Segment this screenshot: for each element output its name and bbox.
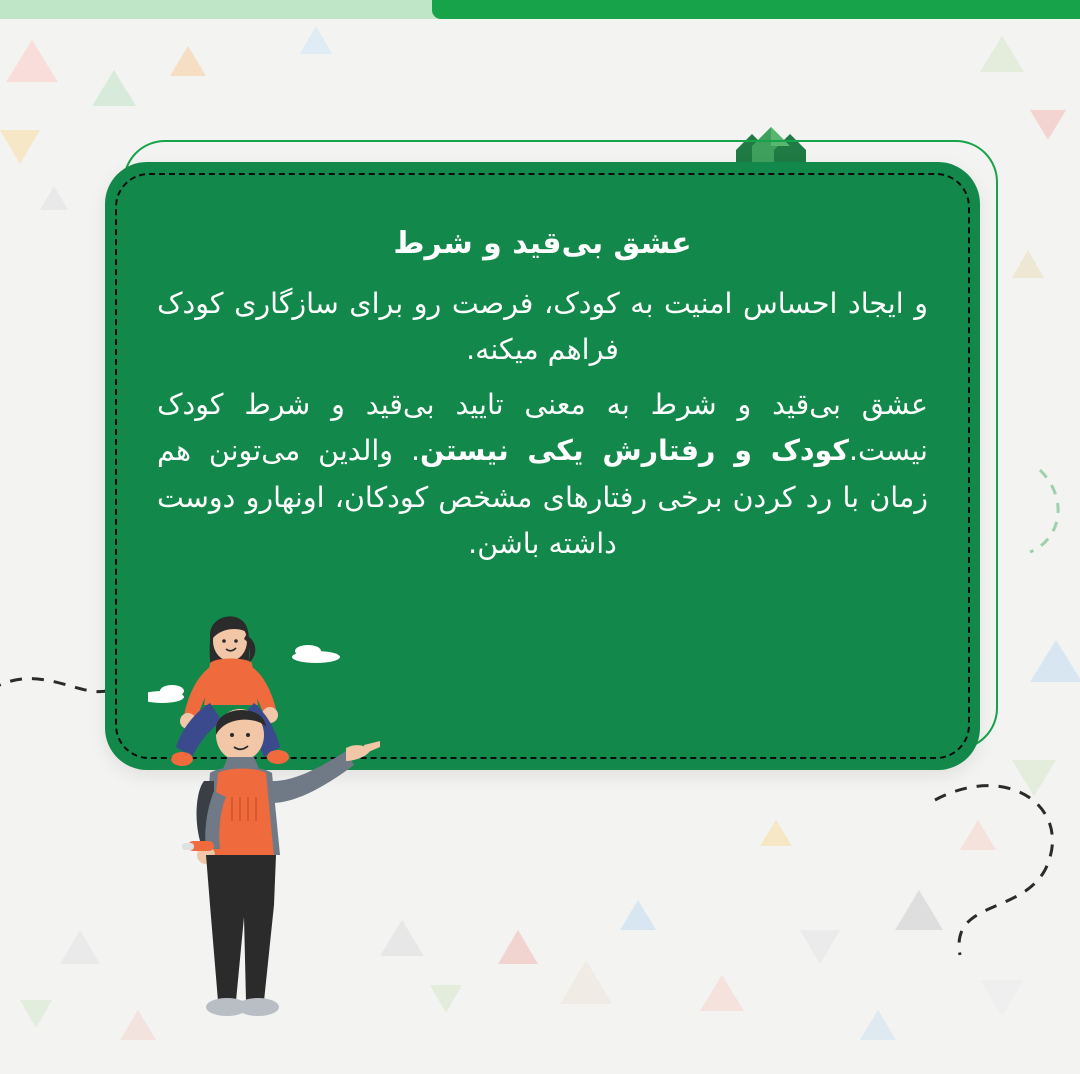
- paragraph-two-emphasis: کودک و رفتارش یکی نیستن: [420, 434, 849, 468]
- progress-bar: [0, 0, 1080, 19]
- page-title: عشق بی‌قید و شرط: [393, 226, 692, 261]
- progress-bar-fill: [432, 0, 1080, 19]
- father-and-daughter-illustration: [148, 605, 408, 1055]
- paragraph-two-part-two: . والدین می‌تونن هم زمان با رد کردن برخی رفتارهای مشخص کودکان، اونهارو دوست داشته باشن.: [157, 434, 928, 561]
- paragraph-one: و ایجاد احساس امنیت به کودک، فرصت رو برای سازگاری کودک فراهم میکنه.: [157, 287, 928, 367]
- paragraph-two-part-one: عشق بی‌قید و شرط به معنی تایید بی‌قید و شرط کودک نیست.: [157, 387, 928, 468]
- paragraph-two: [157, 382, 928, 568]
